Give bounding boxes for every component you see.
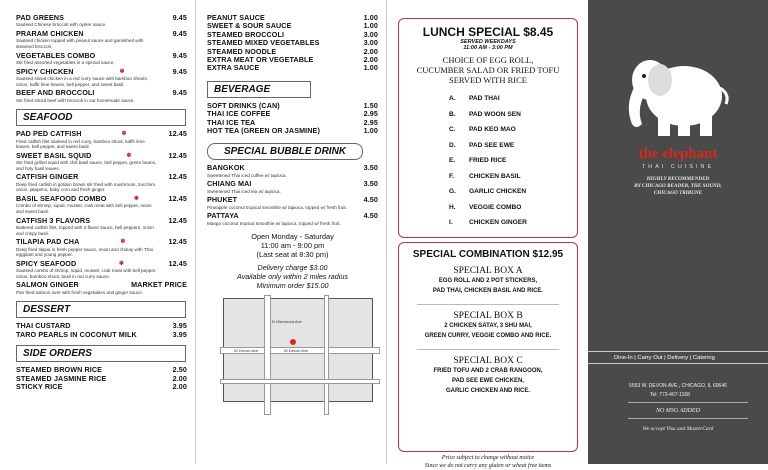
option-letter: D. — [449, 141, 456, 149]
lunch-option — [449, 122, 571, 138]
lunch-option — [449, 169, 571, 185]
option-letter: C. — [449, 126, 456, 133]
item-price: 9.45 — [172, 88, 187, 98]
cover-panel — [588, 0, 768, 464]
item-price: 4.50 — [363, 211, 378, 221]
item-price: 12.45 — [168, 150, 187, 160]
bubble-drink-list — [207, 164, 378, 226]
item-description: Sauteed chicken topped with peanut sauce and garnished with steamed broccoli. — [16, 38, 144, 49]
no-msg-note: NO MSG ADDED — [656, 408, 700, 414]
item-price: 3.50 — [363, 163, 378, 173]
item-name: THAI ICE TEA — [207, 117, 256, 127]
divider — [628, 402, 748, 403]
option-name: FRIED RICE — [469, 157, 507, 164]
divider — [588, 363, 768, 364]
item-price: 1.00 — [363, 63, 378, 73]
item-name: BASIL SEAFOOD COMBO — [16, 193, 107, 203]
location-map — [223, 298, 373, 402]
menu-item-row — [16, 52, 187, 60]
menu-item-row — [207, 164, 378, 172]
opening-hours — [207, 232, 378, 259]
item-price: 3.50 — [363, 179, 378, 189]
item-price: 3.95 — [172, 329, 187, 339]
menu-column-3 — [392, 0, 582, 469]
address: 5553 W. DEVON AVE., CHICAGO, IL 60646 — [629, 383, 727, 389]
hours-line: Open Monday - Saturday — [251, 232, 334, 242]
item-price: 12.45 — [168, 258, 187, 268]
menu-item-row — [16, 383, 187, 391]
menu-item-row — [16, 68, 187, 76]
map-pin-icon — [290, 339, 296, 345]
item-description: Deep fried catfish in golden brown stir fried with mushroom, zucchini, onion, jalapeno, baby corn and fresh ginger. — [16, 181, 156, 193]
item-name: PAD PED CATFISH — [16, 129, 82, 139]
item-price: MARKET PRICE — [131, 280, 187, 290]
recommendation-line: BY CHICAGO READER, THE SOUND, — [634, 183, 722, 189]
item-name: SPICY SEAFOOD — [16, 258, 77, 268]
special-box-title: SPECIAL BOX A — [453, 266, 523, 276]
delivery-line: Delivery charge $3.00 — [257, 263, 328, 273]
service-options: Dine-In | Carry Out | Delivery | Catering — [614, 355, 715, 361]
menu-item-row — [16, 238, 187, 246]
special-box-title: SPECIAL BOX C — [453, 356, 523, 366]
item-description: Fried catfish filet sauteed in red curry, bamboo shoot, kaffir lime leaves, bell pepper, and sweet basil. — [16, 138, 145, 150]
special-combination-box — [398, 242, 578, 452]
item-name: STEAMED BROWN RICE — [16, 365, 103, 375]
item-name: STEAMED JASMINE RICE — [16, 373, 107, 383]
option-letter: G. — [449, 188, 456, 195]
option-name: PAD SEE EWE — [469, 141, 515, 149]
served-label: SERVED WEEKDAYS — [460, 39, 516, 45]
item-description: Sweetened Thai iced tea w/ tapioca. — [207, 188, 281, 194]
item-name: SOFT DRINKS (CAN) — [207, 100, 280, 110]
menu-item — [16, 331, 187, 339]
item-name: SWEET & SOUR SAUCE — [207, 21, 292, 31]
special-box-line: PAD THAI, CHICKEN BASIL AND RICE. — [432, 288, 544, 294]
item-description: Sweetened Thai iced coffee w/ tapioca. — [207, 172, 287, 178]
menu-item-row — [16, 30, 187, 38]
item-name: CHIANG MAI — [207, 179, 252, 189]
item-price: 2.00 — [363, 46, 378, 56]
item-name: SWEET BASIL SQUID — [16, 150, 92, 160]
item-price: 9.45 — [172, 29, 187, 38]
beverage-heading: BEVERAGE — [207, 81, 311, 98]
item-price: 12.45 — [168, 215, 187, 225]
option-name: PAD KEO MAO — [469, 126, 516, 133]
menu-column-2 — [197, 0, 387, 464]
special-box-line: PAD SEE EWE CHICKEN, — [452, 378, 524, 384]
delivery-line: Available only within 2 miles radius — [237, 272, 348, 282]
lunch-option — [449, 200, 571, 216]
special-box-list — [405, 266, 571, 396]
item-name: CATFISH GINGER — [16, 172, 79, 182]
item-name: THAI ICE COFFEE — [207, 109, 271, 119]
option-name: PAD WOON SEN — [469, 110, 521, 118]
item-description: Mango coconut tropical smoothie w/ tapioca, topped w/ fresh fruit. — [207, 220, 341, 226]
item-price: 2.00 — [363, 55, 378, 65]
menu-item — [16, 383, 187, 391]
dessert-list — [16, 322, 187, 339]
divider — [628, 418, 748, 419]
item-price: 12.45 — [168, 172, 187, 182]
seafood-heading: SEAFOOD — [16, 109, 186, 126]
map-street — [220, 379, 380, 384]
menu-column-1 — [0, 0, 196, 464]
lunch-special-box — [398, 18, 578, 238]
menu-item-row — [16, 89, 187, 97]
item-name: PATTAYA — [207, 211, 239, 221]
item-name: STEAMED NOODLE — [207, 46, 277, 56]
item-name: PAD GREENS — [16, 13, 64, 22]
hours-line: 11:00 am - 9:00 pm — [260, 241, 325, 251]
item-name: SALMON GINGER — [16, 280, 79, 290]
menu-item-row — [16, 331, 187, 339]
item-price: 4.50 — [363, 195, 378, 205]
choice-line: SERVED WITH RICE — [448, 75, 528, 85]
elephant-logo — [616, 44, 740, 144]
combo-title: SPECIAL COMBINATION $12.95 — [412, 249, 564, 260]
item-price: 2.95 — [363, 109, 378, 119]
hours-line: (Last seat at 8:30 pm) — [256, 250, 329, 260]
bubble-heading: SPECIAL BUBBLE DRINK — [207, 143, 363, 160]
option-name: GARLIC CHICKEN — [469, 188, 527, 195]
map-street — [324, 295, 329, 415]
menu-item — [16, 281, 187, 295]
menu-item — [207, 180, 378, 194]
option-name: CHICKEN BASIL — [469, 172, 521, 180]
lunch-option — [449, 107, 571, 123]
item-name: TILAPIA PAD CHA — [16, 237, 80, 247]
side-orders-heading: SIDE ORDERS — [16, 345, 186, 362]
menu-item-row — [207, 127, 378, 135]
served-time: 11:00 AM - 3:00 PM — [463, 45, 513, 51]
menu-item — [16, 217, 187, 237]
item-price: 2.00 — [172, 381, 187, 391]
item-name: HOT TEA (GREEN OR JASMINE) — [207, 126, 320, 136]
item-name: PEANUT SAUCE — [207, 13, 265, 22]
item-description: Pan fried salmon over with fresh vegetables and ginger sauce. — [16, 289, 143, 295]
item-name: BANGKOK — [207, 163, 245, 173]
item-name: THAI CUSTARD — [16, 321, 71, 331]
payment-note: We accept Visa and MasterCard — [642, 426, 714, 432]
option-letter: F. — [449, 172, 455, 180]
item-description: Sauteed sliced chicken in a red curry sauce with bamboo shoots, onion, kaffir lime leaves, bell pepper, and sweet basil. — [16, 76, 149, 87]
item-price: 12.45 — [168, 193, 187, 203]
delivery-line: Minimum order $15.00 — [256, 281, 329, 291]
divider — [588, 351, 768, 352]
elephant-icon — [616, 44, 740, 144]
divider — [417, 349, 559, 350]
item-description: Battered catfish filet, topped with 3-flavor sauce, bell peppers, onion and crispy basil. — [16, 224, 154, 236]
phone: Tel: 773-467-1168 — [650, 392, 690, 398]
extras-list — [207, 14, 378, 73]
item-name: STEAMED MIXED VEGETABLES — [207, 38, 320, 48]
lunch-choice — [405, 55, 571, 85]
spicy-chili-icon: ❄ — [121, 131, 127, 138]
menu-item — [207, 127, 378, 135]
item-price: 9.45 — [172, 66, 187, 76]
spicy-chili-icon: ❄ — [126, 152, 132, 159]
item-description: Stir fried assorted vegetables in a special sauce. — [16, 60, 115, 65]
choice-line: CUCUMBER SALAD OR FRIED TOFU — [416, 65, 560, 75]
item-price: 12.45 — [168, 237, 187, 247]
menu-item-row — [16, 152, 187, 160]
beverage-list — [207, 102, 378, 136]
lunch-special-title: LUNCH SPECIAL $8.45 — [422, 25, 554, 39]
menu-item — [207, 212, 378, 226]
menu-item-row — [16, 281, 187, 289]
map-street-label: N Glenwood Ave — [272, 319, 302, 325]
dessert-heading: DESSERT — [16, 301, 186, 318]
item-price: 1.00 — [363, 21, 378, 31]
item-name: EXTRA SAUCE — [207, 63, 260, 73]
option-letter: A. — [449, 95, 456, 102]
menu-item — [16, 30, 187, 50]
lunch-option — [449, 153, 571, 169]
item-price: 2.00 — [172, 373, 187, 383]
seafood-list — [16, 130, 187, 295]
item-name: STICKY RICE — [16, 381, 63, 391]
notice-line: Since we do not carry any gluten or wheat free items — [424, 463, 552, 469]
menu-item-row — [207, 212, 378, 220]
item-description: Stir fried grilled squid with chili basil sauce, bell pepper, green beans, and holy basil leaves. — [16, 160, 157, 171]
menu-item-row — [16, 130, 187, 138]
map-street-label: W Devon Ave — [234, 348, 259, 354]
item-price: 2.50 — [172, 365, 187, 375]
item-price: 3.00 — [363, 29, 378, 39]
special-box-line: EGG ROLL AND 2 POT STICKERS, — [438, 278, 538, 284]
menu-item — [16, 14, 187, 28]
menu-item — [16, 195, 187, 215]
menu-item — [16, 89, 187, 103]
menu-item — [16, 173, 187, 193]
item-description: Pineapple coconut tropical smoothie w/ tapioca, topped w/ fresh fruit. — [207, 204, 347, 210]
item-price: 1.00 — [363, 13, 378, 22]
item-name: SPICY CHICKEN — [16, 66, 74, 76]
item-name: STEAMED BROCCOLI — [207, 29, 285, 39]
spicy-chili-icon: ❄ — [120, 239, 126, 246]
divider — [417, 304, 559, 305]
option-letter: I. — [449, 219, 453, 226]
item-description: Stir fried sliced beef with broccoli in our homemade sauce. — [16, 97, 135, 103]
menu-item — [207, 164, 378, 178]
menu-item — [207, 64, 378, 72]
recommendation-line: CHICAGO TRIBUNE — [653, 190, 703, 196]
menu-item — [16, 238, 187, 258]
entree-list — [16, 14, 187, 103]
item-name: TARO PEARLS IN COCONUT MILK — [16, 329, 137, 339]
option-letter: B. — [449, 110, 456, 118]
special-box-title: SPECIAL BOX B — [453, 311, 523, 321]
map-street-label: W Devon Ave — [284, 348, 309, 354]
lunch-option — [449, 138, 571, 154]
item-price: 3.95 — [172, 321, 187, 331]
menu-item-row — [207, 180, 378, 188]
lunch-option — [449, 91, 571, 107]
item-price: 3.00 — [363, 38, 378, 48]
item-name: PRARAM CHICKEN — [16, 29, 84, 38]
menu-item — [16, 130, 187, 150]
item-name: PHUKET — [207, 195, 238, 205]
item-name: CATFISH 3 FLAVORS — [16, 215, 91, 225]
menu-item — [16, 152, 187, 172]
special-box-line: GREEN CURRY, VEGGIE COMBO AND RICE. — [424, 333, 552, 339]
item-name: EXTRA MEAT OR VEGETABLE — [207, 55, 314, 65]
recommendations — [588, 176, 768, 197]
option-name: CHICKEN GINGER — [469, 219, 527, 226]
map-street — [264, 295, 271, 415]
item-description: Sauteed Chinese broccoli with oyster sauce. — [16, 22, 107, 28]
menu-item — [16, 260, 187, 280]
notice-line: Price subject to change without notice — [441, 455, 535, 461]
menu-item-row — [16, 14, 187, 22]
item-name: VEGETABLES COMBO — [16, 50, 96, 60]
option-letter: E. — [449, 157, 456, 164]
brand-name: the elephant — [638, 146, 718, 162]
option-name: PAD THAI — [469, 95, 500, 102]
special-box-line: 2 CHICKEN SATAY, 3 SHU MAI, — [444, 323, 532, 329]
choice-line: CHOICE OF EGG ROLL, — [442, 55, 534, 65]
lunch-option — [449, 184, 571, 200]
delivery-info — [207, 263, 378, 290]
menu-item-row — [16, 195, 187, 203]
option-letter: H. — [449, 203, 456, 211]
item-price: 9.45 — [172, 50, 187, 60]
item-description: Deep fried tilapia in fresh pepper sauce, onion and chinay with Thai eggplant and young pepper. — [16, 246, 153, 258]
lunch-option — [449, 215, 571, 231]
option-name: VEGGIE COMBO — [469, 203, 522, 211]
side-orders-list — [16, 366, 187, 391]
menu-item — [16, 52, 187, 66]
menu-item — [207, 196, 378, 210]
item-price: 1.00 — [363, 126, 378, 136]
menu-item-row — [16, 260, 187, 268]
item-price: 9.45 — [172, 13, 187, 22]
menu-item — [16, 68, 187, 88]
item-description: Combo of shrimp, squid, mussel, crab meat with bell pepper, onion and sweet basil. — [16, 203, 152, 214]
spicy-chili-icon: ❄ — [133, 195, 140, 202]
spicy-chili-icon: ❄ — [119, 68, 125, 75]
spicy-chili-icon: ❄ — [118, 260, 124, 267]
item-price: 2.95 — [363, 117, 378, 127]
item-description: Sauteed combo of shrimp, squid, mussel, crab meat with bell pepper, onion, bamboo shoot, basil in red curry sauce. — [16, 268, 157, 279]
brand-subtitle: THAI CUISINE — [641, 164, 715, 170]
item-name: BEEF AND BROCCOLI — [16, 88, 95, 98]
recommendation-line: HIGHLY RECOMMENDED — [646, 176, 710, 182]
special-box-line: FRIED TOFU AND 2 CRAB RANGOON, — [433, 368, 543, 374]
menu-item-row — [16, 217, 187, 225]
item-price: 1.50 — [363, 100, 378, 110]
special-box-line: GARLIC CHICKEN AND RICE. — [445, 388, 531, 394]
menu-item-row — [207, 64, 378, 72]
menu-item-row — [207, 196, 378, 204]
menu-item-row — [16, 173, 187, 181]
item-price: 12.45 — [168, 129, 187, 139]
price-notice — [398, 454, 578, 470]
lunch-options-list — [449, 91, 571, 231]
